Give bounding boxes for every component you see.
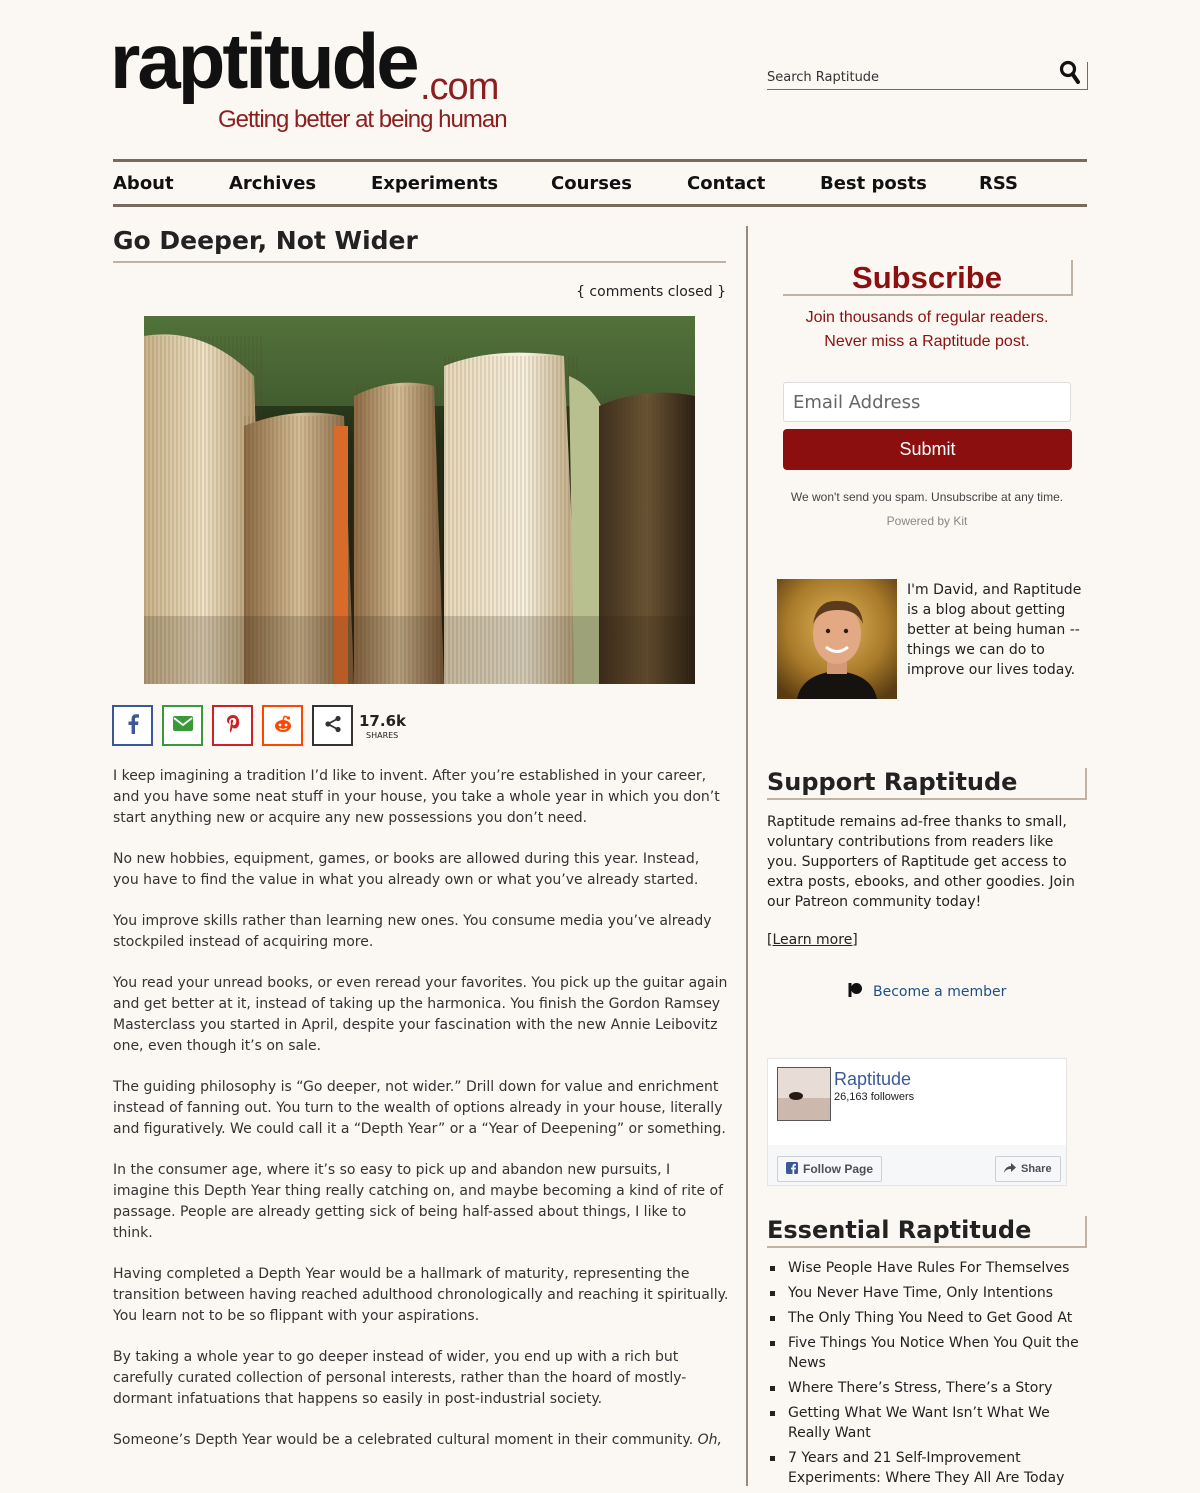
article-paragraph: By taking a whole year to go deeper instead of wider, you end up with a rich but carefully curated collection of personal interests, rather than the hoard of mostly-dormant infatuations that happens so easily in post-industrial society. [113, 1349, 687, 1407]
article-paragraph: In the consumer age, where it’s so easy to pick up and abandon new pursuits, I imagine this Depth Year thing really catching on, and maybe becoming a kind of rite of passage. People are already getting sick of being half-assed about things, I like to think. [113, 1162, 724, 1241]
envelope-icon [173, 716, 193, 735]
essential-post-link[interactable]: Wise People Have Rules For Themselves [768, 1258, 1088, 1278]
facebook-action-bar [768, 1145, 1066, 1185]
comments-status: { comments closed } [576, 284, 726, 300]
nav-experiments[interactable]: Experiments [371, 173, 499, 194]
article-paragraph-last [113, 1430, 729, 1451]
essential-post-link[interactable]: Where There’s Stress, There’s a Story [768, 1378, 1088, 1398]
nav-archives[interactable]: Archives [229, 173, 317, 194]
essential-title: Essential Raptitude [767, 1216, 1087, 1248]
share-label: SHARES [366, 731, 399, 740]
share-label: Share [1021, 1163, 1052, 1175]
article-paragraph: The guiding philosophy is “Go deeper, not wider.” Drill down for value and enrichment instead of fanning out. You turn to the wealth of options already in your house, literally and figuratively. We could call it a “Depth Year” or a “Year of Deepening” or something. [113, 1079, 726, 1137]
author-avatar [777, 579, 897, 699]
become-member-label: Become a member [873, 984, 1007, 1000]
article-paragraph: Having completed a Depth Year would be a hallmark of maturity, representing the transition between having reached adulthood chronologically and reaching it spiritually. You learn not to be so flippant with your aspirations. [113, 1266, 729, 1324]
share-arrow-icon [1004, 1163, 1016, 1176]
facebook-share-page-button[interactable] [995, 1156, 1061, 1182]
patreon-icon [847, 982, 863, 1002]
essential-post-link[interactable]: 7 Years and 21 Self-Improvement Experiments: Where They All Are Today [768, 1448, 1088, 1488]
main-nav [113, 159, 1087, 207]
pinterest-icon [226, 714, 240, 738]
facebook-page-widget [767, 1058, 1067, 1186]
article-paragraph: I keep imagining a tradition I’d like to invent. After you’re established in your career, and you have some neat stuff in your house, you take a whole year in which you don’t start anything new or acquire any new possessions you don’t need. [113, 768, 720, 826]
email-share-button[interactable] [162, 705, 203, 746]
powered-by-link[interactable]: Powered by Kit [886, 514, 968, 528]
article-paragraph: You read your unread books, or even reread your favorites. You pick up the guitar again and get better at it, instead of taking up the harmonica. You finish the Gordon Ramsey Masterclass you started in April, despite your fascination with the new Annie Leibovitz one, even though it’s on sale. [113, 975, 728, 1054]
learn-more-link[interactable]: [Learn more] [767, 932, 858, 948]
subscribe-line-2: Never miss a Raptitude post. [824, 333, 1030, 350]
reddit-share-button[interactable] [262, 705, 303, 746]
follow-page-label: Follow Page [803, 1162, 874, 1176]
essential-post-link[interactable]: Five Things You Notice When You Quit the News [768, 1333, 1088, 1373]
site-logo[interactable] [110, 17, 510, 137]
post-title[interactable]: Go Deeper, Not Wider [113, 226, 726, 263]
nav-courses[interactable]: Courses [551, 173, 632, 194]
share-icon [324, 715, 342, 737]
facebook-icon [786, 1162, 798, 1177]
patreon-member-link[interactable] [847, 982, 1006, 1002]
logo-wordmark: raptitude [110, 17, 417, 105]
support-title: Support Raptitude [767, 768, 1087, 800]
support-text: Raptitude remains ad-free thanks to small, voluntary contributions from readers like you. Supporters of Raptitude get access to extra posts, ebooks, and other goodies. Join our Patreon community today! [767, 814, 1075, 910]
subscribe-submit-button[interactable]: Submit [783, 429, 1072, 470]
search-icon[interactable] [1059, 60, 1081, 86]
facebook-page-thumbnail[interactable] [777, 1067, 831, 1121]
facebook-share-button[interactable] [112, 705, 153, 746]
article-italic-text: Oh, [697, 1432, 722, 1448]
subscribe-title: Subscribe [783, 260, 1073, 296]
facebook-icon [127, 714, 139, 738]
nav-rss[interactable]: RSS [979, 173, 1018, 194]
nav-contact[interactable]: Contact [687, 173, 766, 194]
share-count: 17.6k [359, 712, 406, 730]
essential-post-link[interactable]: Getting What We Want Isn’t What We Really Want [768, 1403, 1088, 1443]
hero-image-books [144, 316, 695, 684]
nav-about[interactable]: About [113, 173, 174, 194]
pinterest-share-button[interactable] [212, 705, 253, 746]
more-share-button[interactable] [312, 705, 353, 746]
search-input[interactable] [767, 62, 1047, 85]
essential-post-link[interactable]: The Only Thing You Need to Get Good At [768, 1308, 1088, 1328]
article-paragraph: You improve skills rather than learning new ones. You consume media you’ve already stockpiled instead of acquiring more. [113, 913, 712, 950]
email-field[interactable] [783, 382, 1071, 422]
essential-post-link[interactable]: You Never Have Time, Only Intentions [768, 1283, 1088, 1303]
logo-tld: .com [420, 66, 499, 108]
article-text: Someone’s Depth Year would be a celebrated cultural moment in their community. [113, 1432, 698, 1448]
nav-best-posts[interactable]: Best posts [820, 173, 927, 194]
spam-notice: We won't send you spam. Unsubscribe at any time. [790, 490, 1064, 504]
column-divider [746, 226, 748, 1486]
author-bio: I'm David, and Raptitude is a blog about getting better at being human -- things we can do to improve our lives today. [907, 582, 1082, 678]
search-box [767, 62, 1088, 90]
essential-posts-list [768, 1258, 1088, 1493]
subscribe-line-1: Join thousands of regular readers. [805, 309, 1049, 326]
article-paragraph: No new hobbies, equipment, games, or books are allowed during this year. Instead, you have to find the value in what you already own or what you’ve already started. [113, 851, 700, 888]
facebook-followers: 26,163 followers [834, 1091, 915, 1103]
facebook-follow-button[interactable] [777, 1156, 882, 1182]
reddit-icon [273, 715, 293, 737]
facebook-page-name[interactable]: Raptitude [834, 1069, 912, 1089]
article-body [113, 766, 729, 1471]
logo-tagline: Getting better at being human [218, 106, 507, 133]
